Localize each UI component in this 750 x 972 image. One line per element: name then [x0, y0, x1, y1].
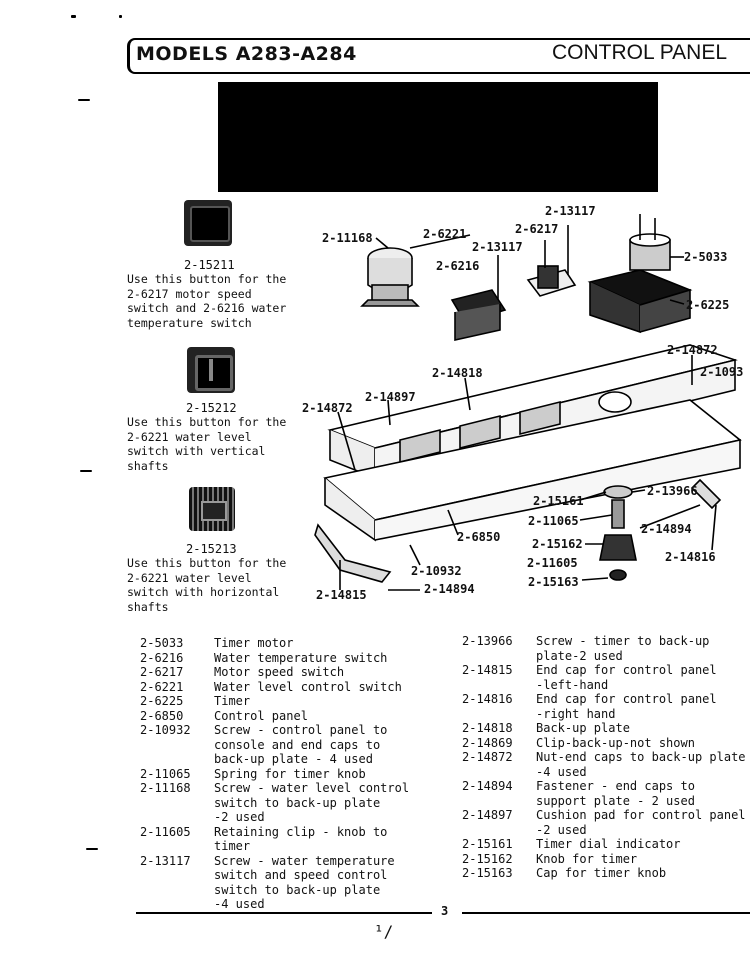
parts-list-left: 2-5033 Timer motor 2-6216 Water temperature switch 2-6217 Motor speed switch 2-6221 Water level control switch 2-6225 Timer 2-6850 Control panel 2-10932 Screw - control panel to console and end caps to back-up plate - 4 used 2-11065 Spring for timer knob 2-11168 Screw - water level control switch to back-up plate -2 used 2-11605 Retaining clip - knob to timer 2-13117 Screw - water temperature switch and speed control switch to back-up plate -4 used	[140, 636, 410, 911]
footer-rule-left	[136, 912, 432, 914]
label-6221: 2-6221	[423, 227, 467, 241]
label-15162: 2-15162	[532, 537, 583, 551]
button-15211-label: 2-15211	[184, 258, 235, 272]
label-13117-top: 2-13117	[545, 204, 596, 218]
label-14872-left: 2-14872	[302, 401, 353, 415]
label-15163: 2-15163	[528, 575, 579, 589]
footer-rule-right	[462, 912, 750, 914]
label-13966: 2-13966	[647, 484, 698, 498]
label-6217: 2-6217	[515, 222, 559, 236]
label-14816: 2-14816	[665, 550, 716, 564]
label-15161: 2-15161	[533, 494, 584, 508]
button-15212-text: Use this button for the 2-6221 water level switch with vertical shafts	[127, 415, 287, 473]
label-11168: 2-11168	[322, 231, 373, 245]
label-14872-right: 2-14872	[667, 343, 718, 357]
scan-mark	[80, 470, 92, 472]
models-title: MODELS A283-A284	[136, 43, 357, 65]
button-15213-image	[189, 487, 235, 531]
scan-mark	[86, 848, 98, 850]
button-15211-text: Use this button for the 2-6217 motor speed switch and 2-6216 water temperature switch	[127, 272, 287, 330]
label-11605: 2-11605	[527, 556, 578, 570]
button-15212-image	[187, 347, 235, 393]
label-10932: 2-10932	[411, 564, 462, 578]
button-15213-text: Use this button for the 2-6221 water level switch with horizontal shafts	[127, 556, 287, 614]
button-15213-label: 2-15213	[186, 542, 237, 556]
label-14894-right: 2-14894	[641, 522, 692, 536]
label-6850: 2-6850	[457, 530, 501, 544]
label-6216: 2-6216	[436, 259, 480, 273]
label-13117-mid: 2-13117	[472, 240, 523, 254]
exploded-diagram	[300, 200, 750, 610]
section-title: CONTROL PANEL	[552, 41, 728, 64]
redacted-bar	[218, 82, 658, 192]
label-14815: 2-14815	[316, 588, 367, 602]
label-11065: 2-11065	[528, 514, 579, 528]
parts-list-right: 2-13966 Screw - timer to back-up plate-2 used 2-14815 End cap for control panel -left-hand 2-14816 End cap for control panel -right hand 2-14818 Back-up plate 2-14869 Clip-back-up-not shown 2-14872 Nut-end caps to back-up plate -4 used 2-14894 Fastener - end caps to support plate - 2 used 2-14897 Cushion pad for control panel -2 used 2-15161 Timer dial indicator 2-15162 Knob for timer 2-15163 Cap for timer knob	[462, 634, 746, 880]
button-15212-label: 2-15212	[186, 401, 237, 415]
page-number: 3	[441, 904, 449, 918]
scan-mark	[119, 15, 122, 18]
label-6225: 2-6225	[686, 298, 730, 312]
scan-mark	[71, 15, 76, 18]
label-1093: 2-1093	[700, 365, 744, 379]
scan-mark	[78, 99, 90, 101]
label-14818: 2-14818	[432, 366, 483, 380]
label-14897: 2-14897	[365, 390, 416, 404]
label-14894-left: 2-14894	[424, 582, 475, 596]
handwritten-mark: ¹/	[374, 922, 394, 941]
label-5033: 2-5033	[684, 250, 728, 264]
button-15211-image	[184, 200, 232, 246]
